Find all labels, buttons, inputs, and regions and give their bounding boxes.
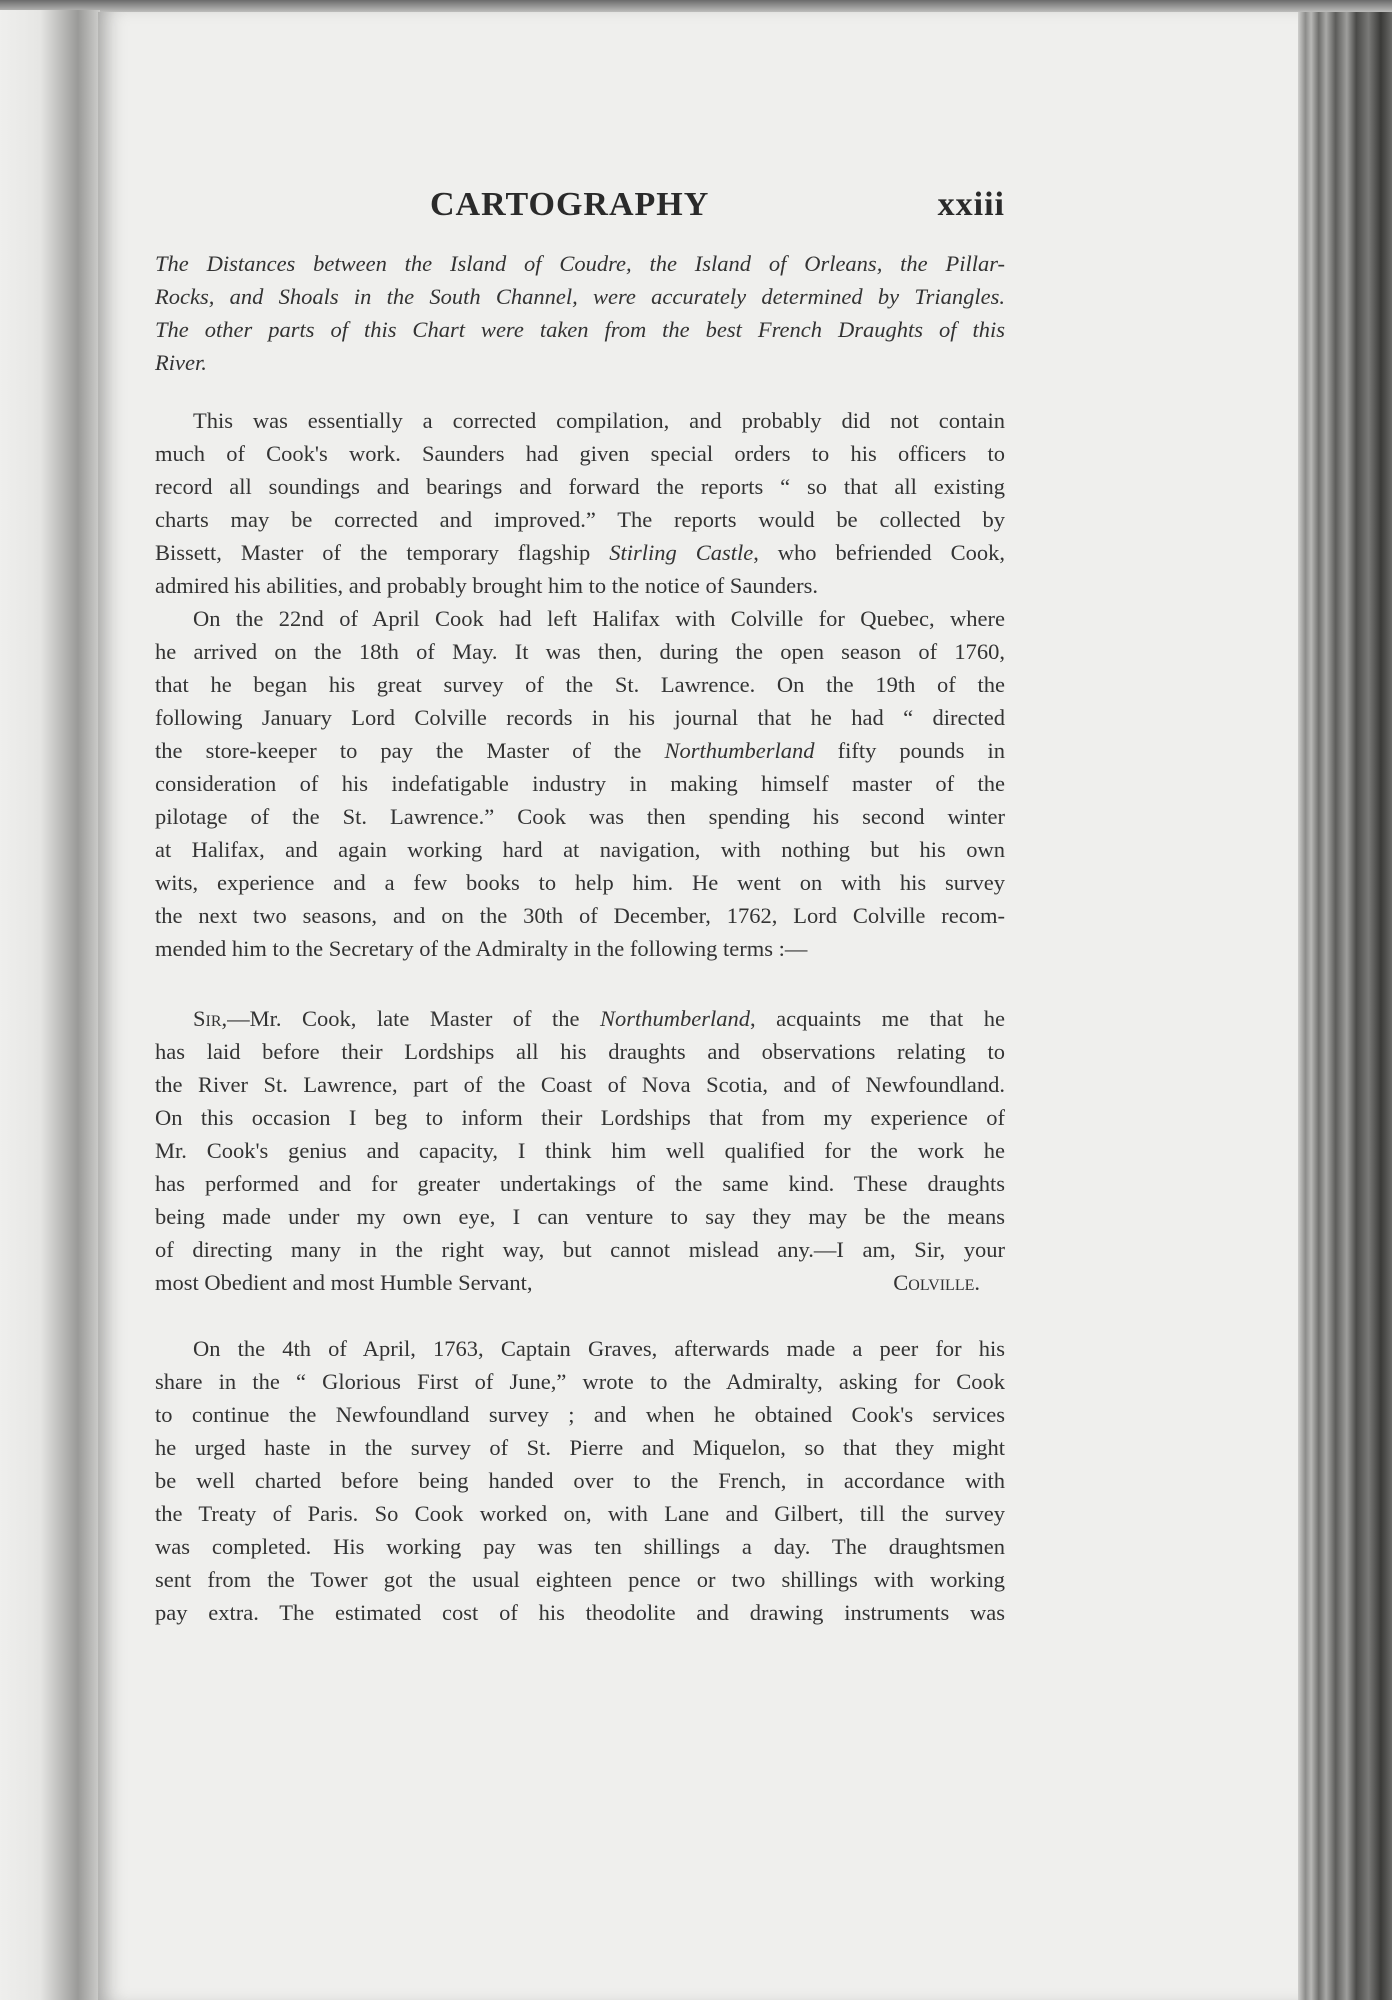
text-line: On this occasion I beg to inform their Lordships that from my experience of [155,1105,1005,1130]
text-line: This was essentially a corrected compilation, and probably did not contain [193,408,1005,433]
scan-top-edge [0,0,1392,12]
text-run: , who befriended Cook, [753,540,1006,565]
text-line: pilotage of the St. Lawrence.” Cook was then spending his second winter [155,804,1005,829]
text-run: Bissett, Master of the temporary flagship [155,540,610,565]
page-number: xxiii [937,186,1005,223]
text-line: River. [155,350,207,375]
text-line: being made under my own eye, I can venture to say they may be the means [155,1204,1005,1229]
text-line: Rocks, and Shoals in the South Channel, were accurately determined by Triangles. [155,284,1005,309]
page-stack-edge [1298,12,1392,2000]
running-head [155,180,1005,230]
text-line: wits, experience and a few books to help him. He went on with his survey [155,870,1005,895]
text-line-with-ship [155,734,1005,767]
closing-text: most Obedient and most Humble Servant, [155,1270,533,1295]
text-line: much of Cook's work. Saunders had given special orders to his officers to [155,441,1005,466]
text-run: the store-keeper to pay the Master of the [155,738,665,763]
text-line: The other parts of this Chart were taken from the best French Draughts of this [155,317,1005,342]
text-line: to continue the Newfoundland survey ; and when he obtained Cook's services [155,1402,1005,1427]
text-line: has performed and for greater undertakings of the same kind. These draughts [155,1171,1005,1196]
text-line: the River St. Lawrence, part of the Coast of Nova Scotia, and of Newfoundland. [155,1072,1005,1097]
text-line: that he began his great survey of the St. Lawrence. On the 19th of the [155,672,1005,697]
ship-name: Northumberland [664,738,815,763]
text-run: —Mr. Cook, late Master of the [227,1006,600,1031]
intro-quote [155,247,1005,379]
paragraph-3 [155,1332,1005,1629]
signature: Colville. [893,1270,980,1295]
paragraph-2 [155,602,1005,965]
running-title: CARTOGRAPHY [430,186,710,223]
text-line: share in the “ Glorious First of June,” wrote to the Admiralty, asking for Cook [155,1369,1005,1394]
text-line: record all soundings and bearings and forward the reports “ so that all existing [155,474,1005,499]
text-line: The Distances between the Island of Coudre, the Island of Orleans, the Pillar- [155,251,1005,276]
text-line: he urged haste in the survey of St. Pierre and Miquelon, so that they might [155,1435,1005,1460]
text-line: consideration of his indefatigable industry in making himself master of the [155,771,1005,796]
text-line: was completed. His working pay was ten shillings a day. The draughtsmen [155,1534,1005,1559]
text-line: at Halifax, and again working hard at navigation, with nothing but his own [155,837,1005,862]
facing-page-edge [0,10,100,2000]
text-line: On the 22nd of April Cook had left Halifax with Colville for Quebec, where [193,606,1005,631]
ship-name: Stirling Castle [609,540,754,565]
text-line: charts may be corrected and improved.” The reports would be collected by [155,507,1005,532]
text-line: pay extra. The estimated cost of his theodolite and drawing instruments was [155,1600,1005,1625]
text-line: following January Lord Colville records in his journal that he had “ directed [155,705,1005,730]
text-line: admired his abilities, and probably brought him to the notice of Saunders. [155,573,818,598]
text-line: mended him to the Secretary of the Admiralty in the following terms :— [155,936,808,961]
text-line-with-ship [155,1002,1005,1035]
text-line: be well charted before being handed over to the French, in accordance with [155,1468,1005,1493]
paragraph-1 [155,404,1005,602]
text-line-with-ship [155,536,1005,569]
text-line: has laid before their Lordships all his draughts and observations relating to [155,1039,1005,1064]
letter [155,1002,1005,1299]
text-line: of directing many in the right way, but cannot mislead any.—I am, Sir, your [155,1237,1005,1262]
text-line: Mr. Cook's genius and capacity, I think him well qualified for the work he [155,1138,1005,1163]
letter-closing [155,1266,1005,1299]
text-run: , acquaints me that he [750,1006,1006,1031]
text-line: the Treaty of Paris. So Cook worked on, with Lane and Gilbert, till the survey [155,1501,1005,1526]
text-line: On the 4th of April, 1763, Captain Graves, afterwards made a peer for his [193,1336,1005,1361]
salutation: Sir, [193,1006,228,1031]
text-line: sent from the Tower got the usual eighteen pence or two shillings with working [155,1567,1005,1592]
text-line: the next two seasons, and on the 30th of December, 1762, Lord Colville recom- [155,903,1005,928]
ship-name: Northumberland [600,1006,751,1031]
text-line: he arrived on the 18th of May. It was then, during the open season of 1760, [155,639,1005,664]
text-run: fifty pounds in [814,738,1005,763]
